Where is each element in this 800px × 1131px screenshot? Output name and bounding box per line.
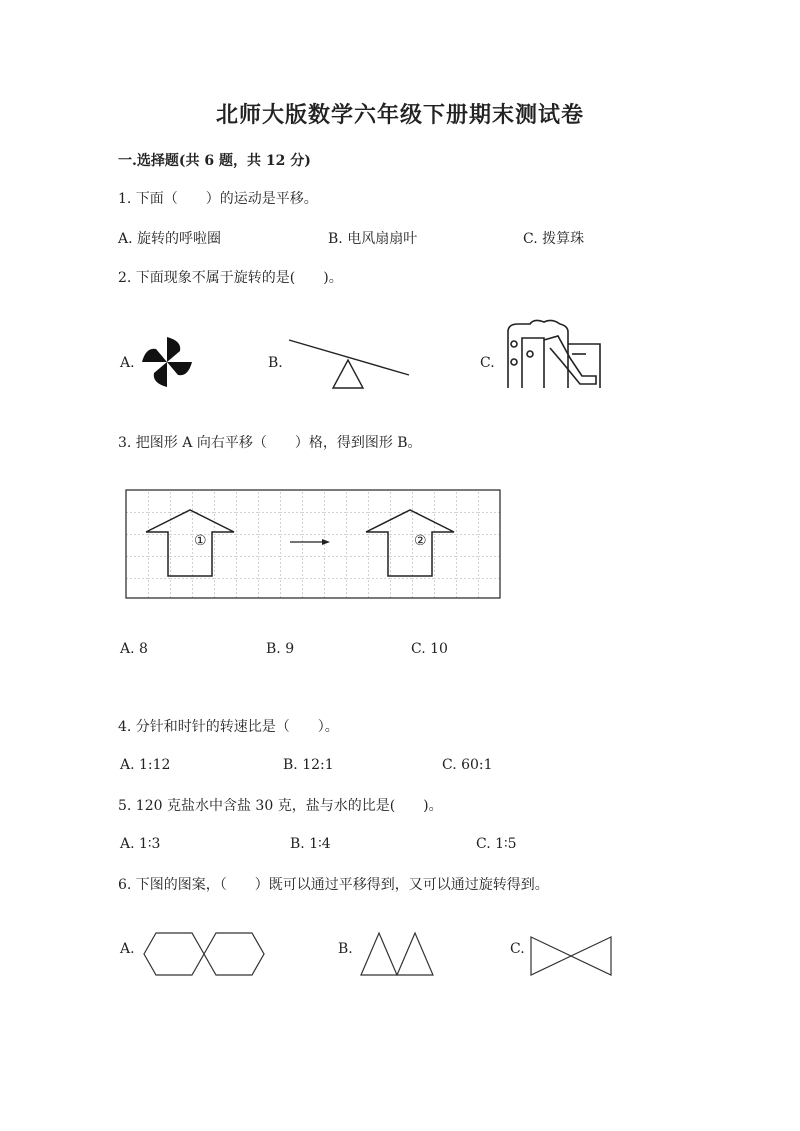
slide-figure: [500, 318, 605, 390]
q2-option-b[interactable]: B.: [268, 355, 283, 371]
q4-option-b[interactable]: B. 12:1: [283, 757, 334, 773]
section-heading: 一.选择题(共 6 题，共 12 分): [118, 153, 311, 169]
q6-option-c[interactable]: C.: [510, 941, 525, 957]
q3-option-c[interactable]: C. 10: [411, 641, 448, 657]
shape-b-label: ②: [414, 533, 427, 549]
double-hexagon-figure: [142, 932, 266, 976]
seesaw-figure: [285, 338, 415, 393]
q1-option-a[interactable]: A. 旋转的呼啦圈: [118, 231, 222, 247]
question-3: 3. 把图形 A 向右平移（ ）格，得到图形 B。: [118, 435, 422, 451]
pinwheel-figure: [138, 333, 196, 391]
shape-a-label: ①: [194, 533, 207, 549]
question-1: 1. 下面（ ）的运动是平移。: [118, 191, 318, 207]
q1-option-b[interactable]: B. 电风扇扇叶: [328, 231, 418, 247]
q2-option-c[interactable]: C.: [480, 355, 495, 371]
question-5: 5. 120 克盐水中含盐 30 克，盐与水的比是( )。: [118, 798, 443, 814]
q5-option-a[interactable]: A. 1∶3: [120, 836, 161, 852]
double-triangle-figure: [360, 932, 436, 976]
q3-option-b[interactable]: B. 9: [266, 641, 295, 657]
q4-option-a[interactable]: A. 1:12: [120, 757, 171, 773]
q5-option-b[interactable]: B. 1∶4: [290, 836, 331, 852]
q5-option-c[interactable]: C. 1∶5: [476, 836, 517, 852]
page-title: 北师大版数学六年级下册期末测试卷: [215, 102, 584, 128]
q6-option-a[interactable]: A.: [120, 941, 135, 957]
question-4: 4. 分针和时针的转速比是（ ）。: [118, 719, 339, 735]
bowtie-figure: [530, 936, 612, 976]
q4-option-c[interactable]: C. 60:1: [442, 757, 493, 773]
q2-option-a[interactable]: A.: [120, 355, 135, 371]
q3-option-a[interactable]: A. 8: [120, 641, 148, 657]
question-6: 6. 下图的图案，（ ）既可以通过平移得到，又可以通过旋转得到。: [118, 877, 549, 893]
translation-grid-figure: [124, 490, 502, 598]
question-2: 2. 下面现象不属于旋转的是( )。: [118, 270, 343, 286]
q6-option-b[interactable]: B.: [338, 941, 353, 957]
q1-option-c[interactable]: C. 拨算珠: [523, 231, 585, 247]
